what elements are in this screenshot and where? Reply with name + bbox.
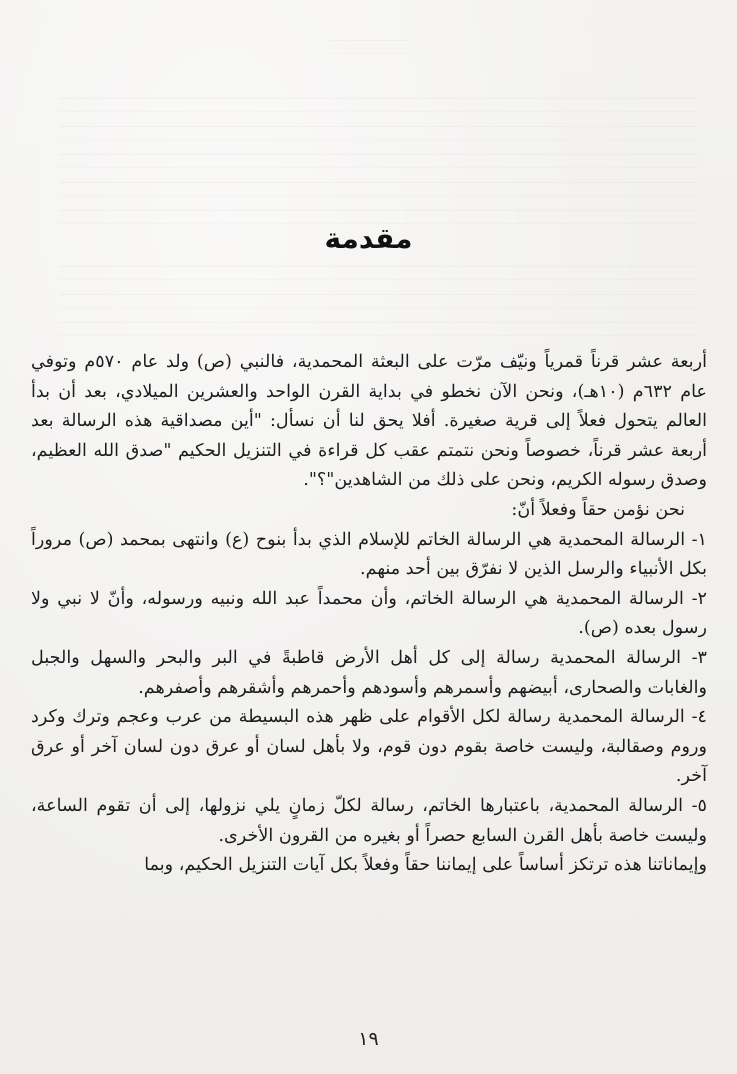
page-title: مقدمة [324, 222, 413, 255]
bleed-through-line [60, 266, 700, 280]
bleed-through-line [60, 98, 700, 112]
list-item-3: ٣- الرسالة المحمدية رسالة إلى كل أهل الأرض قاطبةً في البر والبحر والسهل والجبل والغابات والصحارى، أبيضهم وأسمرهم وأسودهم وأحمرهم وأشقرهم وأصفرهم. [31, 647, 707, 698]
bleed-through-line [60, 322, 700, 336]
bleed-through-line [60, 126, 700, 140]
bleed-through-line [60, 294, 700, 308]
page-number: ١٩ [358, 1028, 379, 1050]
list-item-4: ٤- الرسالة المحمدية رسالة لكل الأقوام على ظهر هذه البسيطة من عرب وعجم وترك وكرد وروم وصقالبة، وليست خاصة بقوم دون قوم، ولا بأهل لسان أو عرق دون لسان آخر أو عرق آخر. [31, 707, 707, 787]
paragraph-closing: وإيماناتنا هذه ترتكز أساساً على إيماننا حقاً وفعلاً بكل آيات التنزيل الحكيم، وبما [144, 855, 707, 876]
paragraph-intro: أربعة عشر قرناً قمرياً ونيّف مرّت على البعثة المحمدية، فالنبي (ص) ولد عام ٥٧٠م وتوفي عام ٦٣٢م (١٠هـ)، ونحن الآن نخطو في بداية القرن الواحد والعشرين الميلادي، بعد أن بدأ العالم يتحول فعلاً إلى قرية صغيرة. أفلا يحق لنا أن نسأل: "أين مصداقية هذه الرسالة بعد أربعة عشر قرناً، خصوصاً ونحن نتمتم عقب كل قراءة في التنزيل الحكيم "صدق الله العظيم، وصدق رسوله الكريم، ونحن على ذلك من الشاهدين"؟". [31, 352, 707, 491]
bleed-through-line [330, 40, 410, 54]
body-text [31, 348, 707, 881]
list-item-5: ٥- الرسالة المحمدية، باعتبارها الخاتم، رسالة لكلّ زمانٍ يلي نزولها، إلى أن تقوم الساعة، وليست خاصة بأهل القرن السابع حصراً أو بغيره من القرون الأخرى. [31, 795, 707, 846]
list-item-1: ١- الرسالة المحمدية هي الرسالة الخاتم للإسلام الذي بدأ بنوح (ع) وانتهى بمحمد (ص) مروراً بكل الأنبياء والرسل الذين لا نفرّق بين أحد منهم. [31, 529, 707, 580]
bleed-through-line [60, 154, 700, 168]
paragraph-belief-intro: نحن نؤمن حقاً وفعلاً أنّ: [511, 499, 685, 520]
list-item-2: ٢- الرسالة المحمدية هي الرسالة الخاتم، وأن محمداً عبد الله ونبيه ورسوله، وأنّ لا نبي ولا رسول بعده (ص). [31, 588, 707, 639]
bleed-through-line [60, 182, 700, 196]
